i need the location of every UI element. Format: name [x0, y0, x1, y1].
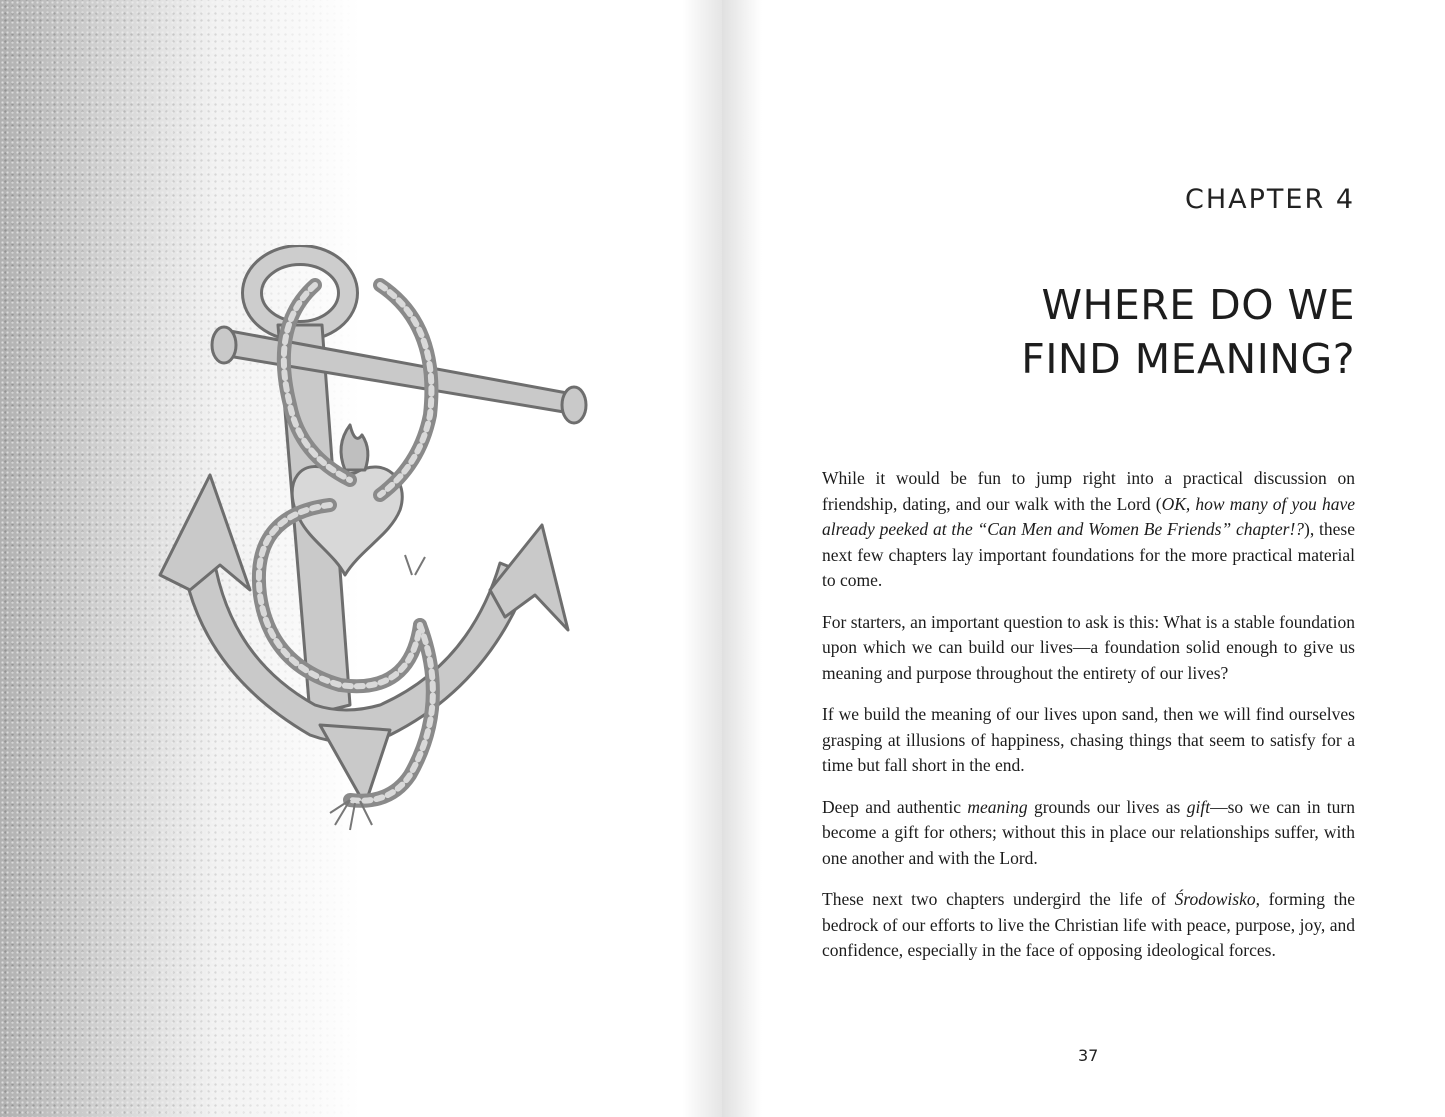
paragraph-1-text-a: While it would be fun to jump right into a practical discussion on friendship, dating, and our walk with the Lord (: [822, 468, 1355, 514]
paragraph-4-italic-1: meaning: [967, 796, 1028, 817]
paragraph-4: [822, 795, 1355, 872]
right-page: [722, 0, 1445, 1117]
chapter-title-line-1: WHERE DO WE: [1041, 281, 1355, 329]
paragraph-1-text-b: ), these next few chapters lay important foundations for the more practical material to come.: [822, 519, 1355, 590]
paragraph-4-text-b: grounds our lives as: [1027, 796, 1187, 817]
chapter-title: [835, 278, 1355, 386]
gutter-shadow-left: [682, 0, 722, 1117]
paragraph-5-text-a: These next two chapters undergird the life of: [822, 889, 1175, 909]
body-text: [822, 466, 1355, 980]
anchor-illustration: [150, 245, 590, 845]
left-page: [0, 0, 722, 1117]
paragraph-2: For starters, an important question to ask is this: What is a stable foundation upon which we can build our lives—a foundation solid enough to give us meaning and purpose throughout the entirety of our lives?: [822, 611, 1355, 683]
paragraph-1: [822, 466, 1355, 594]
chapter-label: CHAPTER 4: [1185, 184, 1355, 215]
paragraph-3: If we build the meaning of our lives upon sand, then we will find ourselves grasping at illusions of happiness, chasing things that seem to satisfy for a time but fall short in the end.: [822, 704, 1355, 775]
gutter-shadow-right: [722, 0, 762, 1117]
paragraph-5-italic: Środowisko: [1174, 889, 1256, 909]
page-number: 37: [1078, 1046, 1099, 1065]
paragraph-5: [822, 887, 1355, 964]
paragraph-4-text-a: Deep and authentic: [822, 796, 968, 817]
paragraph-4-text-c: —so we can in turn become a gift for others; without this in place our relationships suffer, with one another and with the Lord.: [822, 796, 1355, 868]
paragraph-4-italic-2: gift: [1186, 796, 1211, 817]
paragraph-5-text-b: , forming the bedrock of our efforts to live the Christian life with peace, purpose, joy, and confidence, especially in the face of opposing ideological forces.: [822, 889, 1355, 960]
paragraph-1-italic: OK, how many of you have already peeked at the “Can Men and Women Be Friends” chapter!?: [822, 493, 1355, 539]
chapter-title-line-2: FIND MEANING?: [1021, 335, 1355, 383]
